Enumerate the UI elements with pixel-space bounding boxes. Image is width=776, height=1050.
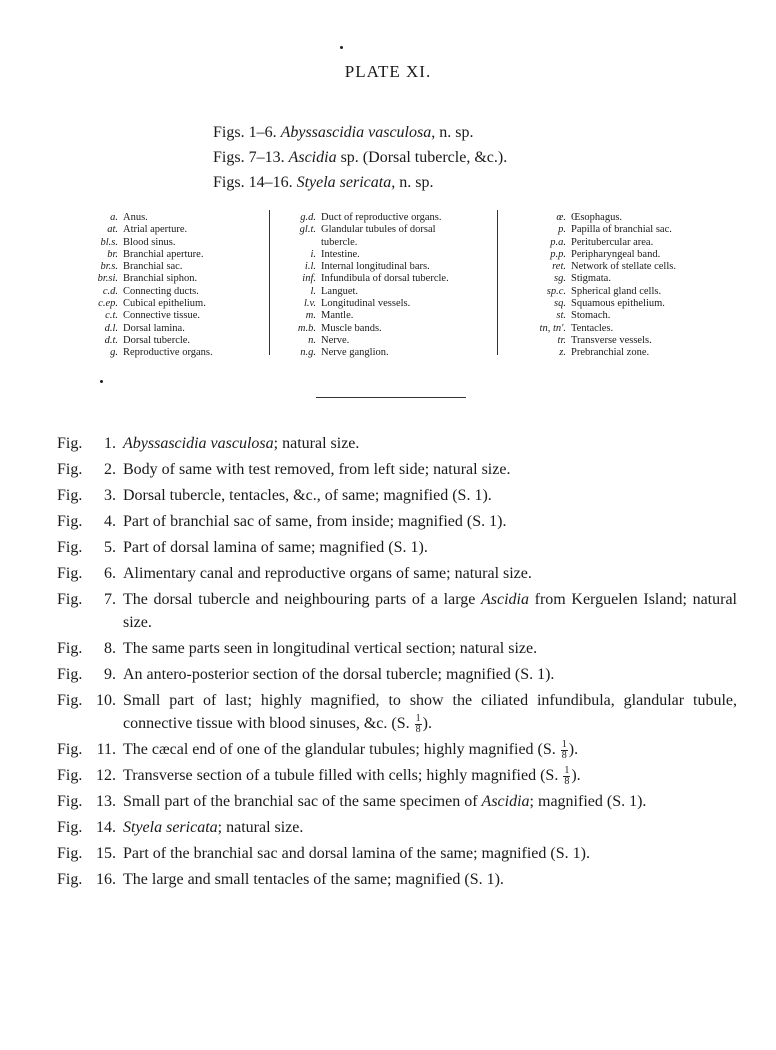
abbreviation-key: tn, tn'. xyxy=(539,322,566,334)
species-name: Abyssascidia vasculosa xyxy=(123,435,274,452)
abbreviation-entry xyxy=(278,335,449,347)
plate-title: PLATE XI. xyxy=(344,62,432,81)
abbreviation-key: sp.c. xyxy=(546,285,566,297)
figure-number: 4. xyxy=(104,513,116,530)
figs-header-row: Figs. 7–13. Ascidia sp. (Dorsal tubercle, &c.). xyxy=(213,149,508,166)
abbreviation-entry xyxy=(278,237,449,249)
abbreviation-key: sg. xyxy=(554,273,566,285)
abbreviation-key: br.si. xyxy=(97,273,118,285)
figure-number: 12. xyxy=(96,767,116,784)
figure-label: Fig. xyxy=(57,666,83,683)
abbreviation-entry xyxy=(278,286,449,298)
figure-caption xyxy=(57,842,737,865)
abbreviation-meaning: Branchial sac. xyxy=(123,261,183,273)
species-name: Ascidia xyxy=(480,591,529,608)
figure-caption xyxy=(57,663,737,686)
figs-header-row: Figs. 1–6. Abyssascidia vasculosa, n. sp. xyxy=(213,124,474,141)
abbreviation-key: m. xyxy=(305,310,316,322)
fraction: $\frac{1}{8}$ xyxy=(561,738,567,761)
abbreviation-meaning: Nerve ganglion. xyxy=(321,347,389,359)
figure-description: Styela sericata; natural size. xyxy=(123,819,304,836)
abbreviation-meaning: Branchial siphon. xyxy=(123,273,198,285)
abbreviation-meaning: Stomach. xyxy=(571,310,611,322)
abbreviation-meaning: Longitudinal vessels. xyxy=(321,298,411,310)
abbreviation-key: i. xyxy=(310,248,316,260)
figure-number: 1. xyxy=(104,435,116,452)
abbreviation-entry xyxy=(278,249,449,261)
abbreviation-key: n.g. xyxy=(300,347,316,359)
abbreviation-entry xyxy=(278,212,449,224)
figure-number: 11. xyxy=(96,741,116,758)
abbreviation-meaning: Network of stellate cells. xyxy=(571,261,676,273)
abbreviation-entry xyxy=(511,261,676,273)
figure-caption xyxy=(57,484,737,507)
abbreviation-meaning: tubercle. xyxy=(321,236,358,248)
abbreviation-key: tr. xyxy=(557,334,566,346)
figure-description: Alimentary canal and reproductive organs of same; natural size. xyxy=(123,565,532,582)
abbreviation-meaning: Connecting ducts. xyxy=(123,285,199,297)
abbreviation-key: p.a. xyxy=(550,236,566,248)
abbreviation-key: gl.t. xyxy=(299,224,316,236)
figure-label: Fig. xyxy=(57,640,83,657)
figure-number: 2. xyxy=(104,461,116,478)
section-divider xyxy=(316,397,466,398)
figure-description: An antero-posterior section of the dorsal tubercle; magnified (S. 1). xyxy=(123,666,555,683)
figures-header xyxy=(213,120,507,195)
abbreviation-key: p. xyxy=(558,224,566,236)
figure-caption xyxy=(57,637,737,660)
figure-label: Fig. xyxy=(57,461,83,478)
abbreviation-entry xyxy=(511,335,676,347)
abbreviation-meaning: Glandular tubules of dorsal xyxy=(321,224,436,236)
abbreviation-key: l. xyxy=(310,285,316,297)
figure-description: Body of same with test removed, from left side; natural size. xyxy=(123,461,511,478)
figure-caption xyxy=(57,458,737,481)
abbreviation-entry xyxy=(278,224,449,236)
figure-number: 13. xyxy=(96,793,116,810)
figure-caption xyxy=(57,432,737,455)
column-divider xyxy=(497,210,498,355)
figure-label: Fig. xyxy=(57,539,83,556)
figure-number: 10. xyxy=(96,692,116,709)
abbreviation-key: inf. xyxy=(302,273,316,285)
abbreviation-entry xyxy=(511,212,676,224)
abbreviation-key: m.b. xyxy=(297,322,316,334)
figure-description: Part of branchial sac of same, from inside; magnified (S. 1). xyxy=(123,513,507,530)
abbreviation-entry xyxy=(278,273,449,285)
figure-description: The dorsal tubercle and neighbouring parts of a large Ascidia from Kerguelen Island; natural size. xyxy=(123,591,737,631)
speck-mark xyxy=(100,380,103,383)
abbreviation-key: l.v. xyxy=(303,298,316,310)
figure-number: 6. xyxy=(104,565,116,582)
figure-caption xyxy=(57,816,737,839)
figure-label: Fig. xyxy=(57,741,83,758)
abbreviation-meaning: Infundibula of dorsal tubercle. xyxy=(321,273,449,285)
figure-description: Transverse section of a tubule filled with cells; highly magnified (S. $\frac{1}{8}$ ). xyxy=(123,764,581,787)
abbreviation-key: sq. xyxy=(554,298,566,310)
species-name: Styela sericata xyxy=(123,819,218,836)
abbreviation-entry xyxy=(511,298,676,310)
abbreviation-meaning: Œsophagus. xyxy=(571,212,623,223)
abbreviation-entry xyxy=(511,237,676,249)
abbreviation-meaning: Stigmata. xyxy=(571,273,611,285)
figure-label: Fig. xyxy=(57,767,83,784)
abbreviation-column-3 xyxy=(511,212,676,360)
abbreviation-key: st. xyxy=(556,310,566,322)
abbreviation-key: c.d. xyxy=(102,285,118,297)
abbreviation-entry xyxy=(82,249,213,261)
figure-description: Part of dorsal lamina of same; magnified (S. 1). xyxy=(123,539,428,556)
abbreviation-meaning: Intestine. xyxy=(321,248,360,260)
figure-number: 3. xyxy=(104,487,116,504)
abbreviation-key: at. xyxy=(107,224,118,236)
abbreviation-entry xyxy=(82,224,213,236)
abbreviation-meaning: Transverse vessels. xyxy=(571,334,652,346)
abbreviation-meaning: Branchial aperture. xyxy=(123,248,204,260)
abbreviation-entry xyxy=(511,249,676,261)
abbreviation-key: d.t. xyxy=(104,334,118,346)
abbreviation-key: n. xyxy=(308,334,316,346)
figure-number: 7. xyxy=(104,591,116,608)
abbreviation-entry xyxy=(511,273,676,285)
figure-description: The same parts seen in longitudinal vertical section; natural size. xyxy=(123,640,538,657)
abbreviation-key: p.p. xyxy=(550,248,566,260)
abbreviation-entry xyxy=(511,310,676,322)
abbreviation-meaning: Dorsal tubercle. xyxy=(123,334,191,346)
abbreviation-entry xyxy=(82,335,213,347)
abbreviation-meaning: Connective tissue. xyxy=(123,310,200,322)
abbreviation-key: c.t. xyxy=(105,310,118,322)
abbreviation-entry xyxy=(278,323,449,335)
abbreviation-meaning: Tentacles. xyxy=(571,322,614,334)
abbreviation-key: i.l. xyxy=(304,261,316,273)
abbreviation-entry xyxy=(511,286,676,298)
figure-label: Fig. xyxy=(57,513,83,530)
abbreviation-meaning: Peritubercular area. xyxy=(571,236,654,248)
figure-caption xyxy=(57,588,737,634)
figure-caption xyxy=(57,689,737,735)
abbreviation-meaning: Prebranchial zone. xyxy=(571,347,650,359)
figure-description: Small part of last; highly magnified, to show the ciliated infundibula, glandular tubule, connective tissue with blood sinuses, &c. (S. $\frac{1}{8}$ ). xyxy=(123,692,737,735)
abbreviation-key: c.ep. xyxy=(98,298,118,310)
figure-description: Dorsal tubercle, tentacles, &c., of same; magnified (S. 1). xyxy=(123,487,492,504)
figure-caption xyxy=(57,764,737,787)
abbreviation-meaning: Spherical gland cells. xyxy=(571,285,662,297)
abbreviation-entry xyxy=(278,347,449,359)
abbreviation-key: br.s. xyxy=(100,261,118,273)
figure-caption xyxy=(57,510,737,533)
abbreviation-meaning: Mantle. xyxy=(321,310,354,322)
abbreviation-entry xyxy=(511,323,676,335)
abbreviation-column-2 xyxy=(278,212,449,360)
speck-mark xyxy=(340,46,343,49)
figure-caption xyxy=(57,562,737,585)
abbreviation-key: œ. xyxy=(556,212,566,223)
abbreviation-meaning: Blood sinus. xyxy=(123,236,176,248)
abbreviation-key: a. xyxy=(110,212,118,223)
figure-caption xyxy=(57,868,737,891)
abbreviation-meaning: Reproductive organs. xyxy=(123,347,213,359)
column-divider xyxy=(269,210,270,355)
species-name: Ascidia xyxy=(481,793,530,810)
figure-description: Small part of the branchial sac of the same specimen of Ascidia; magnified (S. 1). xyxy=(123,793,647,810)
abbreviation-meaning: Peripharyngeal band. xyxy=(571,248,661,260)
abbreviation-meaning: Dorsal lamina. xyxy=(123,322,185,334)
figure-label: Fig. xyxy=(57,565,83,582)
abbreviation-key: ret. xyxy=(552,261,566,273)
fraction: $\frac{1}{8}$ xyxy=(564,764,570,787)
abbreviation-meaning: Nerve. xyxy=(321,334,350,346)
abbreviation-entry xyxy=(511,347,676,359)
abbreviation-entry xyxy=(82,286,213,298)
abbreviation-key: br. xyxy=(107,248,118,260)
figure-label: Fig. xyxy=(57,591,83,608)
abbreviation-meaning: Papilla of branchial sac. xyxy=(571,224,672,236)
abbreviation-entry xyxy=(278,261,449,273)
abbreviation-entry xyxy=(278,298,449,310)
abbreviation-entry xyxy=(82,347,213,359)
abbreviation-key: bl.s. xyxy=(100,236,118,248)
figure-description: The large and small tentacles of the same; magnified (S. 1). xyxy=(123,871,504,888)
abbreviation-entry xyxy=(82,298,213,310)
figure-label: Fig. xyxy=(57,845,83,862)
figure-number: 16. xyxy=(96,871,116,888)
figure-label: Fig. xyxy=(57,435,83,452)
figure-caption xyxy=(57,536,737,559)
figure-label: Fig. xyxy=(57,793,83,810)
abbreviation-meaning: Languet. xyxy=(321,285,359,297)
figure-number: 15. xyxy=(96,845,116,862)
abbreviation-entry xyxy=(82,237,213,249)
abbreviation-key: g. xyxy=(110,347,118,359)
abbreviation-meaning: Duct of reproductive organs. xyxy=(321,212,442,223)
figure-number: 8. xyxy=(104,640,116,657)
figure-number: 5. xyxy=(104,539,116,556)
abbreviation-entry xyxy=(278,310,449,322)
figure-captions xyxy=(57,432,737,894)
abbreviation-column-1 xyxy=(82,212,213,360)
abbreviation-entry xyxy=(82,261,213,273)
figs-header-row: Figs. 14–16. Styela sericata, n. sp. xyxy=(213,174,434,191)
abbreviation-entry xyxy=(82,323,213,335)
abbreviation-meaning: Cubical epithelium. xyxy=(123,298,206,310)
figure-label: Fig. xyxy=(57,871,83,888)
abbreviation-entry xyxy=(82,310,213,322)
figure-description: Part of the branchial sac and dorsal lamina of the same; magnified (S. 1). xyxy=(123,845,590,862)
figure-caption xyxy=(57,738,737,761)
figure-caption xyxy=(57,790,737,813)
abbreviation-key: z. xyxy=(559,347,566,359)
figure-description: Abyssascidia vasculosa; natural size. xyxy=(123,435,360,452)
abbreviation-entry xyxy=(511,224,676,236)
abbreviation-key: g.d. xyxy=(300,212,316,223)
figure-label: Fig. xyxy=(57,819,83,836)
abbreviation-meaning: Atrial aperture. xyxy=(123,224,188,236)
figure-description: The cæcal end of one of the glandular tubules; highly magnified (S. $\frac{1}{8}$ ). xyxy=(123,738,579,761)
figure-number: 14. xyxy=(96,819,116,836)
abbreviation-meaning: Internal longitudinal bars. xyxy=(321,261,430,273)
figure-label: Fig. xyxy=(57,487,83,504)
abbreviation-entry xyxy=(82,273,213,285)
abbreviation-key: d.l. xyxy=(104,322,118,334)
abbreviation-entry xyxy=(82,212,213,224)
figure-label: Fig. xyxy=(57,692,83,709)
figure-number: 9. xyxy=(104,666,116,683)
abbreviation-meaning: Muscle bands. xyxy=(321,322,382,334)
fraction: $\frac{1}{8}$ xyxy=(415,712,421,735)
abbreviation-meaning: Squamous epithelium. xyxy=(571,298,665,310)
abbreviation-meaning: Anus. xyxy=(123,212,148,223)
